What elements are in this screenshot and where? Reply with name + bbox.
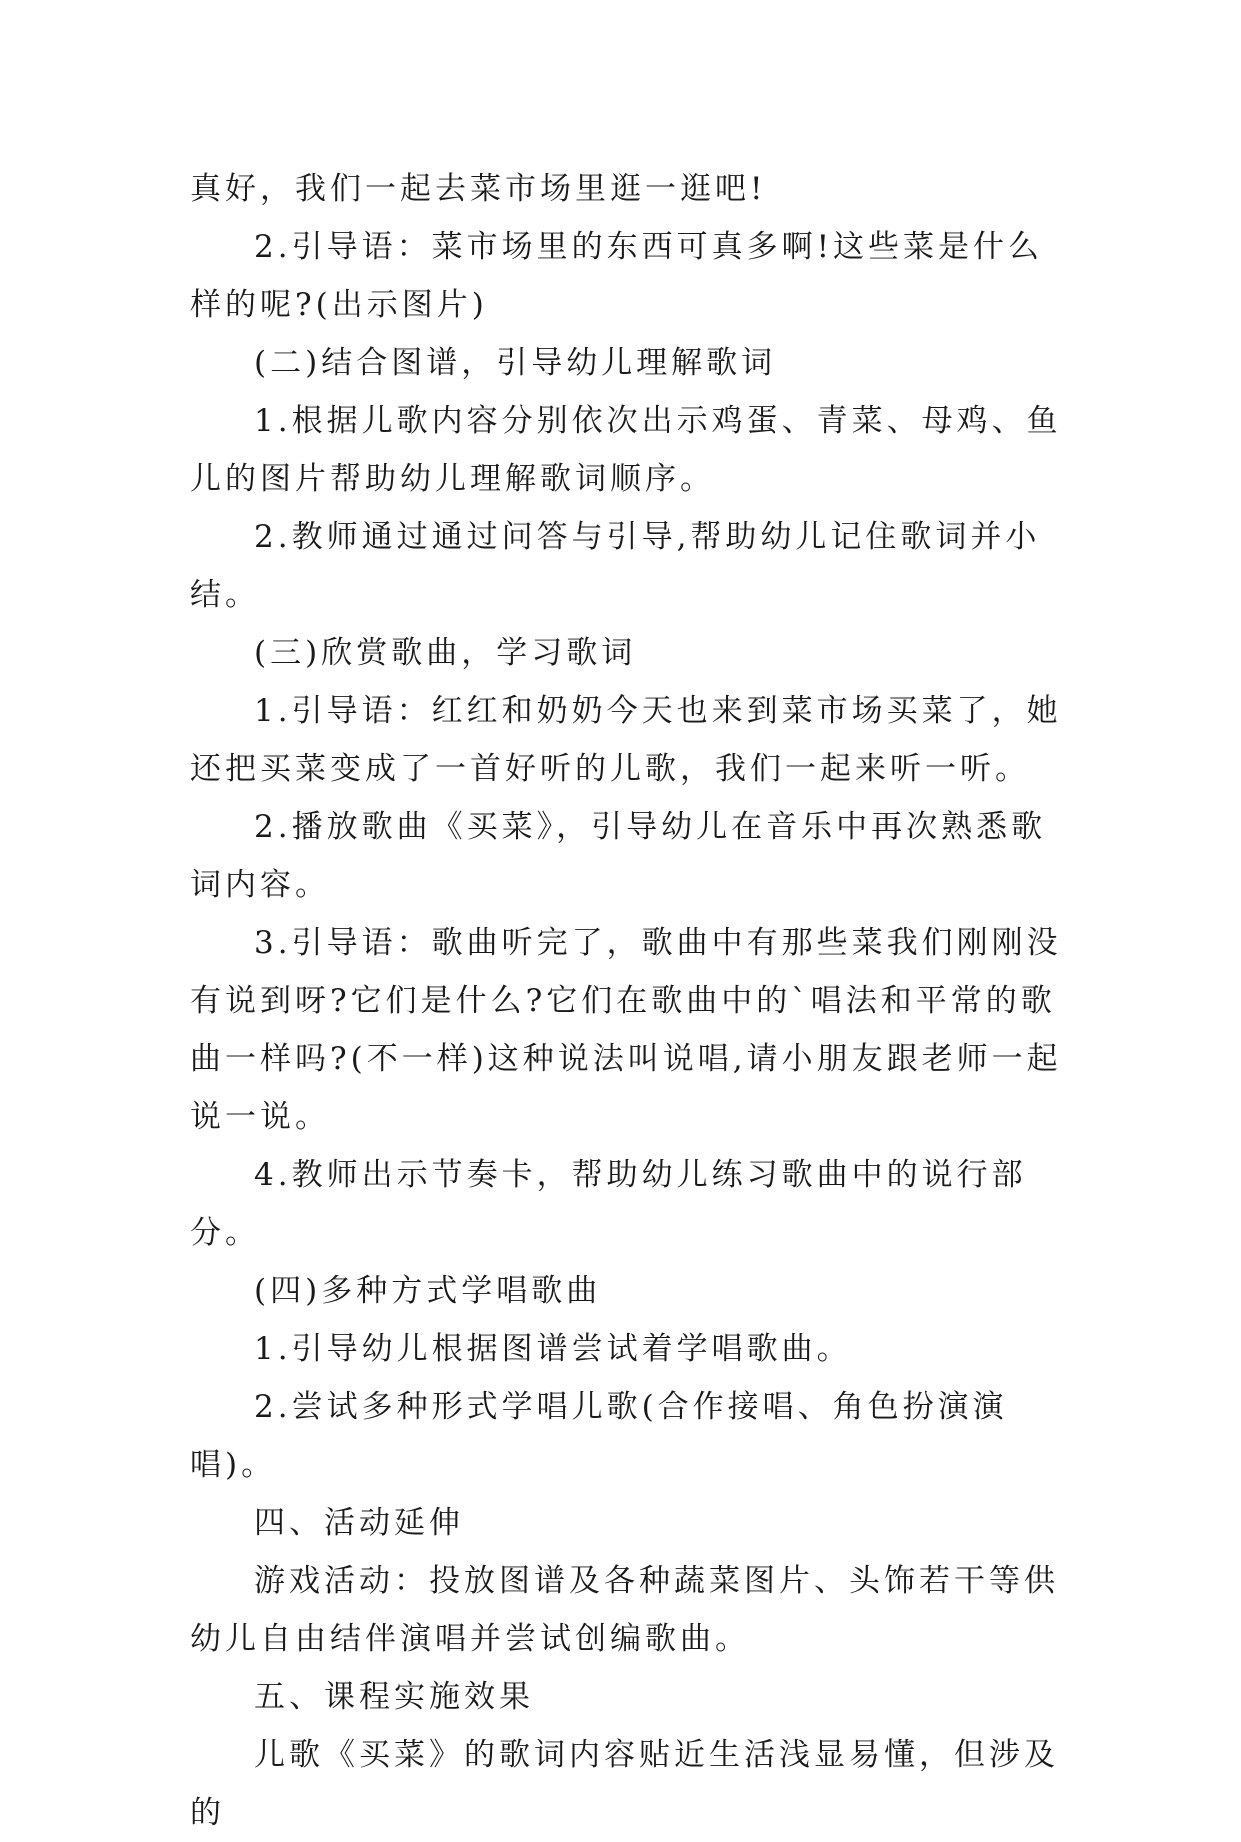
- paragraph: 1.根据儿歌内容分别依次出示鸡蛋、青菜、母鸡、鱼儿的图片帮助幼儿理解歌词顺序。: [190, 403, 1062, 497]
- paragraph: 4.教师出示节奏卡，帮助幼儿练习歌曲中的说行部分。: [190, 1157, 1027, 1251]
- paragraph: 真好，我们一起去菜市场里逛一逛吧!: [190, 171, 767, 207]
- paragraph: 2.教师通过通过问答与引导,帮助幼儿记住歌词并小结。: [190, 519, 1041, 613]
- section-heading: (三)欣赏歌曲，学习歌词: [254, 635, 637, 671]
- paragraph: 3.引导语：歌曲听完了，歌曲中有那些菜我们刚刚没有说到呀?它们是什么?它们在歌曲中的`唱法和平常的歌曲一样吗?(不一样)这种说法叫说唱,请小朋友跟老师一起说一说。: [190, 925, 1062, 1135]
- paragraph: 2.尝试多种形式学唱儿歌(合作接唱、角色扮演演唱)。: [190, 1389, 1008, 1483]
- paragraph: 2.引导语：菜市场里的东西可真多啊!这些菜是什么样的呢?(出示图片): [190, 229, 1044, 323]
- section-heading: 四、活动延伸: [254, 1505, 464, 1541]
- paragraph: 1.引导语：红红和奶奶今天也来到菜市场买菜了，她还把买菜变成了一首好听的儿歌，我们一起来听一听。: [190, 693, 1062, 787]
- section-heading: (四)多种方式学唱歌曲: [254, 1273, 602, 1309]
- paragraph: 2.播放歌曲《买菜》，引导幼儿在音乐中再次熟悉歌词内容。: [190, 809, 1047, 903]
- section-heading: 五、课程实施效果: [254, 1679, 534, 1715]
- paragraph: 1.引导幼儿根据图谱尝试着学唱歌曲。: [254, 1331, 852, 1367]
- paragraph: 游戏活动：投放图谱及各种蔬菜图片、头饰若干等供幼儿自由结伴演唱并尝试创编歌曲。: [190, 1563, 1059, 1657]
- document-body: [190, 160, 1070, 1842]
- section-heading: (二)结合图谱，引导幼儿理解歌词: [254, 345, 777, 381]
- paragraph: 儿歌《买菜》的歌词内容贴近生活浅显易懂，但涉及的: [190, 1737, 1059, 1831]
